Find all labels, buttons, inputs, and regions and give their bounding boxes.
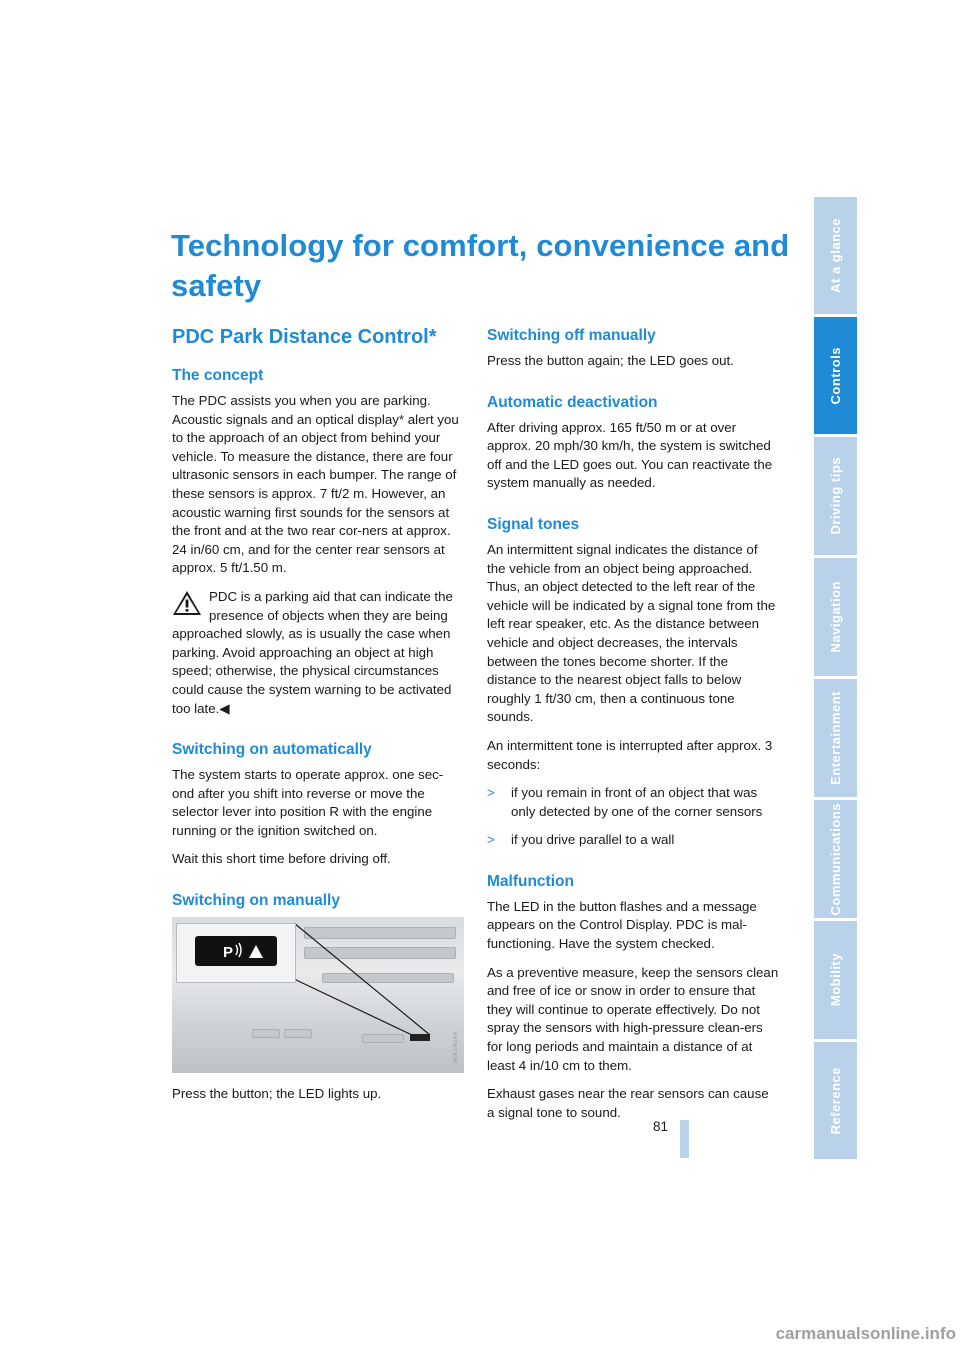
tab-label: Communications xyxy=(828,802,843,916)
list-item-text: if you remain in front of an object that was only detected by one of the corner sensors xyxy=(511,785,763,819)
pdc-button[interactable] xyxy=(195,936,277,966)
malfunction-heading: Malfunction xyxy=(487,872,574,890)
tab-communications[interactable] xyxy=(814,800,857,918)
signal-text: An intermittent signal indicates the distance of the vehicle from an object being approached. Thus, an object detected to the left rear of the vehicle will be indicated by a signal tone from the left rear speaker, etc. As the distance between vehicle and object decreases, the intervals between the tones become shorter. If the distance to the nearest object falls to below roughly 1 ft/30 cm, then a continuous tone sounds. xyxy=(487,541,776,725)
section-title: PDC Park Distance Control* xyxy=(172,326,437,348)
left-column xyxy=(172,324,464,1114)
bullet-mark: > xyxy=(487,785,495,801)
malfunction-text-3: Exhaust gases near the rear sensors can cause a signal tone to sound. xyxy=(487,1086,769,1120)
manual-off-text: Press the button again; the LED goes out. xyxy=(487,353,734,368)
manual-off-heading: Switching off manually xyxy=(487,327,656,344)
bullet-mark: > xyxy=(487,832,495,848)
chapter-tabs xyxy=(814,197,857,1159)
pdc-sensor-icon xyxy=(223,942,269,960)
auto-on-text: The system starts to operate approx. one sec-ond after you shift into reverse or move the selector lever into position R with the engine running or the ignition switched on. xyxy=(172,767,444,838)
pdc-button-figure xyxy=(172,917,464,1073)
figure-code: W3C042AA xyxy=(453,1031,459,1064)
tab-at-a-glance[interactable] xyxy=(814,197,857,314)
warning-text-rest: approached slowly, as is usually the case when parking. Avoid approaching an object at high speed; otherwise, the physical circumstances could cause the system warning to be activated too late.◀ xyxy=(172,626,452,716)
signal-heading: Signal tones xyxy=(487,515,580,533)
tab-entertainment[interactable] xyxy=(814,679,857,797)
tab-label: Driving tips xyxy=(828,457,843,535)
manual-on-text: Press the button; the LED lights up. xyxy=(172,1086,382,1102)
auto-off-text: After driving approx. 165 ft/50 m or at over approx. 20 mph/30 km/h, the system is switched off and the LED goes out. You can reactivate the system manually as needed. xyxy=(487,419,773,491)
button-closeup xyxy=(176,923,296,983)
warning-note xyxy=(172,588,464,718)
auto-off-heading: Automatic deactivation xyxy=(487,393,658,411)
warning-text-first: PDC is a parking aid that can indicate the presence of objects when they are being xyxy=(209,588,453,623)
signal-text-2: An intermittent tone is interrupted after approx. 3 seconds: xyxy=(487,737,773,772)
tab-label: Reference xyxy=(828,1066,843,1135)
tab-label: Controls xyxy=(828,346,843,405)
malfunction-text: The LED in the button flashes and a message appears on the Control Display. PDC is mal-functioning. Have the system checked. xyxy=(487,898,757,952)
pdc-button-letter: P xyxy=(223,944,234,961)
tab-mobility[interactable] xyxy=(814,921,857,1039)
concept-heading: The concept xyxy=(172,367,264,384)
tab-navigation[interactable] xyxy=(814,558,857,676)
tab-reference[interactable] xyxy=(814,1042,857,1159)
list-item xyxy=(487,831,779,850)
watermark: carmanualsonline.info xyxy=(775,1324,956,1343)
tab-driving-tips[interactable] xyxy=(814,437,857,555)
page-title: Technology for comfort, convenience and safety xyxy=(171,228,790,303)
auto-on-heading: Switching on automatically xyxy=(172,741,372,759)
warning-triangle-icon xyxy=(172,590,202,616)
malfunction-text-2: As a preventive measure, keep the sensors clean and free of ice or snow in order to ensure that they will continue to operate effectively. Do not spray the sensors with high-pressure clean-ers for long periods and maintain a distance of at least 4 in/10 cm to them. xyxy=(487,964,779,1073)
manual-on-heading: Switching on manually xyxy=(172,892,340,910)
pdc-led xyxy=(410,1034,430,1041)
tab-label: Mobility xyxy=(828,953,843,1007)
tab-label: Entertainment xyxy=(828,691,843,785)
list-item xyxy=(487,784,779,821)
tab-controls[interactable] xyxy=(814,317,857,434)
page-number: 81 xyxy=(652,1119,668,1134)
tab-label: At a glance xyxy=(828,218,843,293)
concept-text: The PDC assists you when you are parking. Acoustic signals and an optical display* alert you to the approach of an object from behind your vehicle. To measure the distance, there are four ultrasonic sensors in each bumper. The range of these sensors is approx. 7 ft/2 m. However, an acoustic warning first sounds for the sensors at the front and at the two rear cor-ners at approx. 24 in/60 cm, and for the center rear sensors at approx. 5 ft/1.50 m. xyxy=(172,393,459,576)
page-number-bar xyxy=(680,1120,689,1158)
list-item-text: if you drive parallel to a wall xyxy=(511,832,675,848)
right-column xyxy=(487,326,779,1132)
auto-on-text-2: Wait this short time before driving off. xyxy=(172,851,391,867)
tab-label: Navigation xyxy=(828,581,843,653)
